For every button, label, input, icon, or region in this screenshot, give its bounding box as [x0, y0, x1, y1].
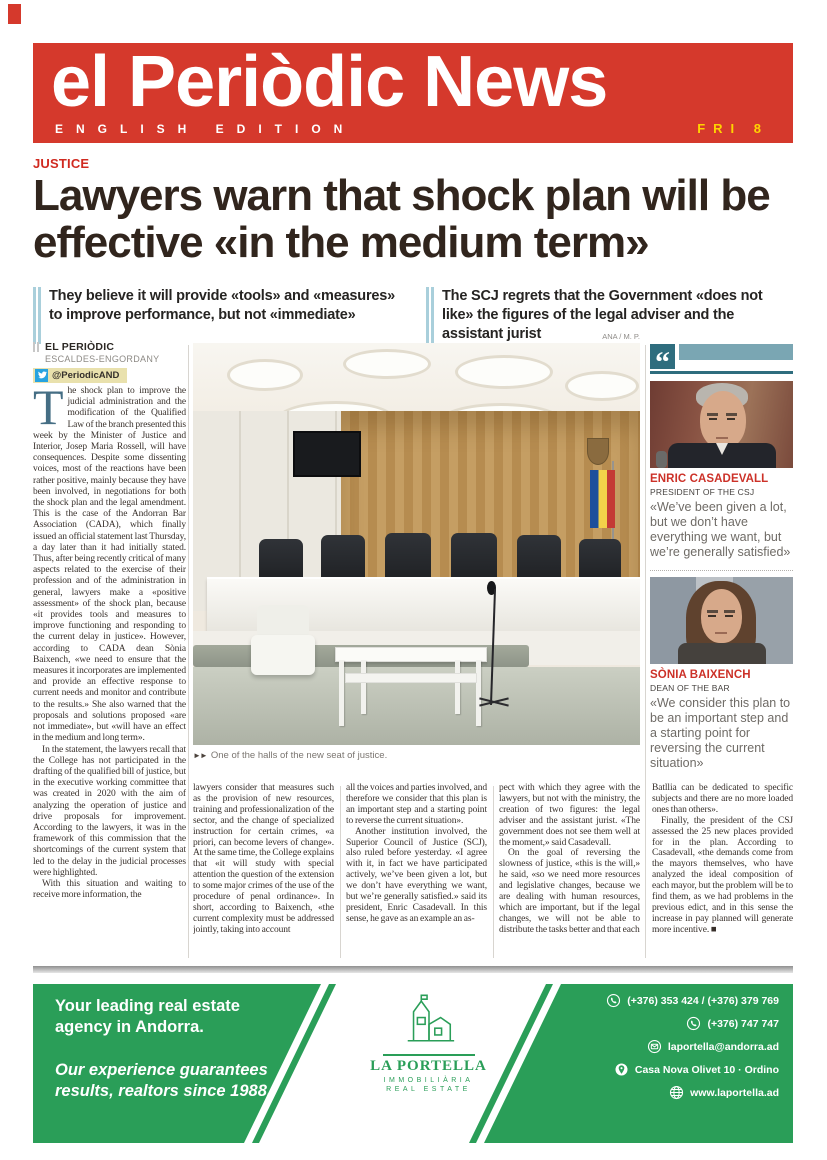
byline-place: ESCALDES-ENGORDANY: [45, 354, 160, 364]
quote-text: «We’ve been given a lot, but we don’t have everything we want, but we’re generally satisfied»: [650, 500, 791, 559]
brand-logo: [351, 992, 506, 1093]
paragraph: In the statement, the lawyers recall that the College has not participated in the drafting of the qualified bill of justice, but in the executive working committee that was created in 2020 with the aim of analyzing the operation of justice and drive proposals for improvement. According to the lawyers, it was in the framework of this commission that the shortcomings of the current system that led to the delay in the judicial processes were highlighted.: [33, 744, 186, 878]
brand-rule: [383, 1054, 475, 1056]
quote-role: PRESIDENT OF THE CSJ: [650, 487, 755, 497]
masthead-title: el Periòdic News: [51, 42, 608, 122]
table-leg: [455, 660, 460, 714]
top-clothing: [678, 643, 766, 664]
twitter-icon: [35, 369, 48, 382]
face-detail: [707, 610, 718, 613]
building-icon: [400, 992, 458, 1046]
portrait-enric-casadevall: [650, 381, 793, 468]
face-detail: [724, 610, 735, 613]
table-leg: [361, 660, 366, 714]
andorra-flag: [590, 470, 615, 528]
location-icon: [614, 1062, 629, 1077]
photo-caption: [193, 750, 640, 761]
face-detail: [707, 413, 718, 416]
quote-text: «We consider this plan to be an important step and a starting point for reversing the current situation»: [650, 696, 791, 770]
contact-row[interactable]: [647, 1039, 779, 1054]
quote-header-rule: [650, 371, 793, 374]
dotted-divider: [650, 570, 793, 571]
contact-row[interactable]: [614, 1062, 779, 1077]
ceiling-light: [455, 355, 553, 389]
twitter-chip[interactable]: [33, 368, 127, 383]
paragraph: lawyers consider that measures such as the provision of new resources, training and professionalization of the sector, and the change of specialized instruction for certain crimes, «a priori, can become levers of change». At the same time, the College explains that «it will study with special attention the question of the extension to some major crimes of the use of the procedure of penal ordinance». In short, according to Baixench, «the current complexity must be addressed jointly, taking into account: [193, 783, 334, 935]
coat-of-arms: [587, 438, 609, 465]
microphone: [656, 451, 667, 468]
face-detail: [716, 437, 728, 439]
caption-marker: ►►: [193, 751, 207, 760]
headline: Lawyers warn that shock plan will be effective «in the medium term»: [33, 171, 770, 267]
face-detail: [725, 615, 733, 617]
paragraph: he shock plan to improve the judicial administration and the modification of the Qualified Law of the branch presented this week by the Minister of Justice and Interior, Josep Maria Rossell, will have consequences. Despite some dissenting voices, most of the reactions have been rather positive, mainly because they have been involved, in negotiations for both the shock plan and the legal amendment. This is the case of the Andorran Bar Association (CADA), which finally issued an official statement last Thursday, a day later than it had initially stated. Thus, after being recently critical of many aspects related to the exercise of their profession and of the administration in general, lawyers make a «positive assessment» of the shock plan, because «it provides tools and measures to improve functioning and responding to the current delay in justice». However, according to CADA dean Sònia Baixench, «we need to ensure that the measures it incorporates are implemented and provide an effective response to current needs and monitor and contribute to the results.» She also warned that the proposals and solutions proposed «are not immediate», but «will have an effect in the medium and long term».: [33, 386, 186, 744]
ad-banner: [33, 984, 793, 1143]
article-column-5: [652, 783, 793, 960]
contact-row[interactable]: [686, 1016, 779, 1031]
byline: [33, 341, 187, 385]
paragraph: On the goal of reversing the slowness of justice, «this is the will,» he said, «so we need more resources and legislative changes, because we are dealing with human resources, which are important, but if the legal changes, we will not be able to distribute the tasks better and that each: [499, 848, 640, 935]
email-icon: [647, 1039, 662, 1054]
column-rule: [188, 345, 189, 958]
masthead-edition: ENGLISH EDITION: [55, 122, 356, 136]
ceiling-light: [343, 349, 431, 379]
ceiling-light: [565, 371, 639, 401]
contact-text[interactable]: laportella@andorra.ad: [667, 1040, 779, 1053]
twitter-handle[interactable]: @PeriodicAND: [52, 369, 120, 381]
face-detail: [708, 615, 716, 617]
subhead-right-text: The SCJ regrets that the Government «does not like» the figures of the legal adviser and the assistant jurist: [442, 288, 763, 342]
article-column-1: [33, 386, 186, 960]
ceiling-light: [227, 359, 303, 391]
table-leg: [339, 660, 344, 726]
article-column-4: [499, 783, 640, 960]
face-detail: [709, 418, 717, 420]
corner-mark: [8, 4, 21, 24]
ad-tagline: Our experience guarantees results, realtors since 1988.: [55, 1061, 272, 1100]
paragraph: Finally, the president of the CSJ assessed the 25 new places provided for in the plan. According to Casadevall, «the demands come from the mayors themselves, who have analyzed the ideal composition of each mayor, but the problem will be to find them, as we had problems in the previous edict, and in this sense the increase in pay planned will generate more incentive. ■: [652, 815, 793, 935]
face: [700, 391, 746, 449]
quote-name: ENRIC CASADEVALL: [650, 473, 769, 485]
white-chair: [251, 635, 315, 675]
paragraph: Another institution involved, the Superior Council of Justice (SCJ), also ruled before yesterday. «I agree with it, in fact we have participated actively, we’ve been given a lot, but we don’t have everything we want, but we’re generally satisfied.» said its president, Enric Casadevall. In this sense, he gave as an example an as-: [346, 826, 487, 924]
quote-name: SÒNIA BAIXENCH: [650, 669, 751, 681]
face-detail: [715, 632, 727, 634]
table-leg: [476, 660, 481, 726]
subhead-bars: [33, 287, 41, 344]
main-photo: [193, 343, 640, 745]
contact-text[interactable]: (+376) 747 747: [707, 1017, 779, 1030]
quote-role: DEAN OF THE BAR: [650, 683, 730, 693]
contact-text[interactable]: (+376) 353 424 / (+376) 379 769: [627, 994, 779, 1007]
subhead-left-text: They believe it will provide «tools» and «measures» to improve performance, but not «immediate»: [49, 288, 395, 323]
drop-cap: T: [33, 386, 64, 435]
white-chair-back: [257, 605, 309, 639]
contact-row[interactable]: [606, 993, 779, 1008]
byline-agency: EL PERIÒDIC: [45, 341, 115, 353]
globe-icon: [669, 1085, 684, 1100]
quote-mark-icon: “: [650, 344, 675, 369]
masthead-date: FRI 8: [697, 121, 769, 136]
contact-text[interactable]: Casa Nova Olivet 10 · Ordino: [634, 1063, 779, 1076]
masthead: [33, 43, 793, 143]
paragraph: With this situation and waiting to receive more information, the: [33, 878, 186, 901]
defense-table-top: [335, 647, 487, 662]
table-shelf: [345, 673, 477, 683]
brand-subtitle: REAL ESTATE: [386, 1085, 471, 1093]
face-detail: [726, 413, 737, 416]
quote-header-bar: [679, 344, 793, 360]
paragraph: pect with which they agree with the lawyers, but not with the ministry, the creation of two figures: the legal adviser and the assistant jurist. «The government does not see them well at the moment,» said Casadevall.: [499, 783, 640, 848]
ad-headline: Your leading real estate agency in Andorra.: [55, 997, 240, 1036]
divider-bar: [33, 966, 793, 973]
article-column-3: [346, 783, 487, 960]
contact-row[interactable]: [669, 1085, 779, 1100]
article-column-2: [193, 783, 334, 960]
portrait-sonia-baixench: [650, 577, 793, 664]
caption-text: One of the halls of the new seat of justice.: [210, 750, 388, 761]
tv-screen: [293, 431, 361, 477]
contact-text[interactable]: www.laportella.ad: [690, 1086, 779, 1099]
whatsapp-icon: [606, 993, 621, 1008]
byline-bars: [33, 342, 39, 352]
phone-icon: [686, 1016, 701, 1031]
brand-name: LA PORTELLA: [370, 1057, 487, 1074]
brand-subtitle: IMMOBILIÀRIA: [383, 1076, 474, 1084]
paragraph: Batllia can be dedicated to specific subjects and there are no more loaded ones than others».: [652, 783, 793, 815]
section-kicker: JUSTICE: [33, 156, 90, 171]
article-lower-columns: [193, 783, 793, 960]
face-detail: [727, 418, 735, 420]
photo-credit: ANA / M. P.: [602, 332, 640, 341]
paragraph: all the voices and parties involved, and therefore we consider that this plan is an important step and a starting point to reverse the current situation».: [346, 783, 487, 826]
ad-contacts: [606, 993, 779, 1100]
